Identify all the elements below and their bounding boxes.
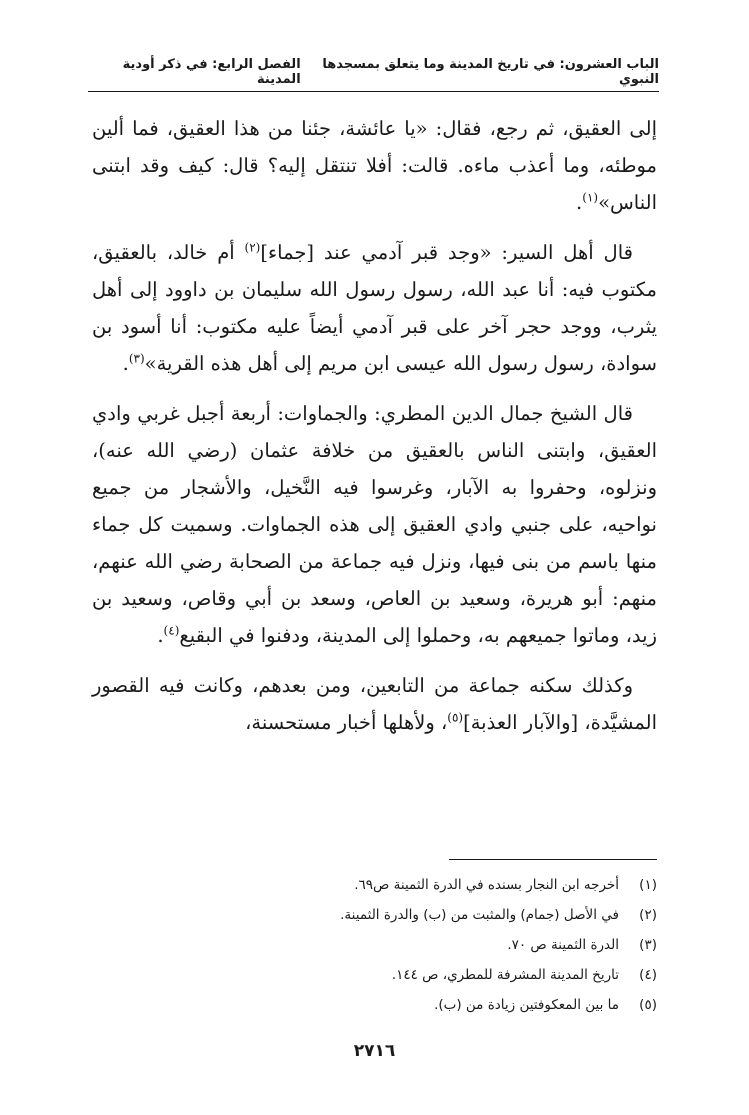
body-text (92, 110, 657, 754)
footnote-text: تاريخ المدينة المشرفة للمطري، ص ١٤٤. (391, 967, 619, 983)
paragraph-text: . (122, 352, 129, 375)
paragraph-text: ، ولأهلها أخبار مستحسنة، (245, 711, 448, 734)
footnote-item (92, 900, 657, 930)
paragraph-text: قال الشيخ جمال الدين المطري: والجماوات: أربعة أجبل غربي وادي العقيق، وابتنى الناس بالعقيق من خلافة عثمان (رضي الله عنه)، ونزلوه، وحفروا به الآبار، وغرسوا فيه النَّخيل، والأشجار من جميع نواحيه، على جنبي وادي العقيق إلى هذه الجماوات. وسميت كل جماء منها باسم من بنى فيها، ونزل فيه جماعة من الصحابة رضي الله عنهم، منهم: أبو هريرة، وسعيد بن العاص، وسعد بن أبي وقاص، وسعيد بن زيد، وماتوا جميعهم به، وحملوا إلى المدينة، ودفنوا في البقيع (92, 402, 657, 647)
footnote-text: ما بين المعكوفتين زيادة من (ب). (434, 997, 619, 1013)
footnote-text: في الأصل (جمام) والمثبت من (ب) والدرة الثمينة. (340, 907, 619, 923)
header-chapter-title: الباب العشرون: في تاريخ المدينة وما يتعلق بمسجدها النبوي (322, 57, 659, 87)
paragraph-text: قال أهل السير: «وجد قبر آدمي عند [جماء] (260, 241, 633, 264)
footnote-text: أخرجه ابن النجار بسنده في الدرة الثمينة ص٦٩. (354, 877, 619, 893)
footnote-rule (449, 859, 657, 860)
paragraph (92, 667, 657, 741)
page-number: ٢٧١٦ (353, 1041, 396, 1061)
paragraph (92, 234, 657, 382)
paragraph-text: . (576, 191, 583, 214)
running-header (88, 58, 659, 86)
footnote-number: (٥) (639, 997, 657, 1013)
header-rule (88, 91, 659, 92)
paragraph-text: أم خالد، بالعقيق، مكتوب فيه: أنا عبد الله، رسول رسول الله سليمان بن داوود إلى أهل يثرب، ووجد حجر آخر على قبر آدمي أيضاً عليه مكتوب: أنا أسود بن سوادة، رسول رسول الله عيسى ابن مريم إلى أهل هذه القرية» (92, 241, 657, 375)
footnote-text: الدرة الثمينة ص ٧٠. (507, 937, 619, 953)
footnotes (92, 870, 657, 1020)
paragraph (92, 395, 657, 654)
paragraph-text: . (157, 624, 164, 647)
footnote-number: (٤) (639, 967, 657, 983)
paragraph-text: إلى العقيق، ثم رجع، فقال: «يا عائشة، جئنا من هذا العقيق، فما ألين موطئه، وما أعذب ماءه. قالت: أفلا تنتقل إليه؟ قال: كيف وقد ابتنى الناس» (92, 117, 657, 214)
paragraph (92, 110, 657, 221)
footnote-reference: (٥) (447, 710, 464, 725)
footnote-reference: (١) (582, 190, 599, 205)
footnote-item (92, 960, 657, 990)
footnote-number: (١) (639, 877, 657, 893)
header-section-title: الفصل الرابع: في ذكر أودية المدينة (122, 57, 301, 87)
footnote-item (92, 990, 657, 1020)
paragraph-text: وكذلك سكنه جماعة من التابعين، ومن بعدهم، وكانت فيه القصور المشيَّدة، [والآبار العذبة] (92, 674, 657, 734)
footnote-number: (٣) (639, 937, 657, 953)
footnote-reference: (٢) (244, 240, 261, 255)
footnote-item (92, 870, 657, 900)
footnote-item (92, 930, 657, 960)
footnote-reference: (٤) (163, 623, 180, 638)
footnote-reference: (٣) (128, 351, 145, 366)
footnote-number: (٢) (639, 907, 657, 923)
